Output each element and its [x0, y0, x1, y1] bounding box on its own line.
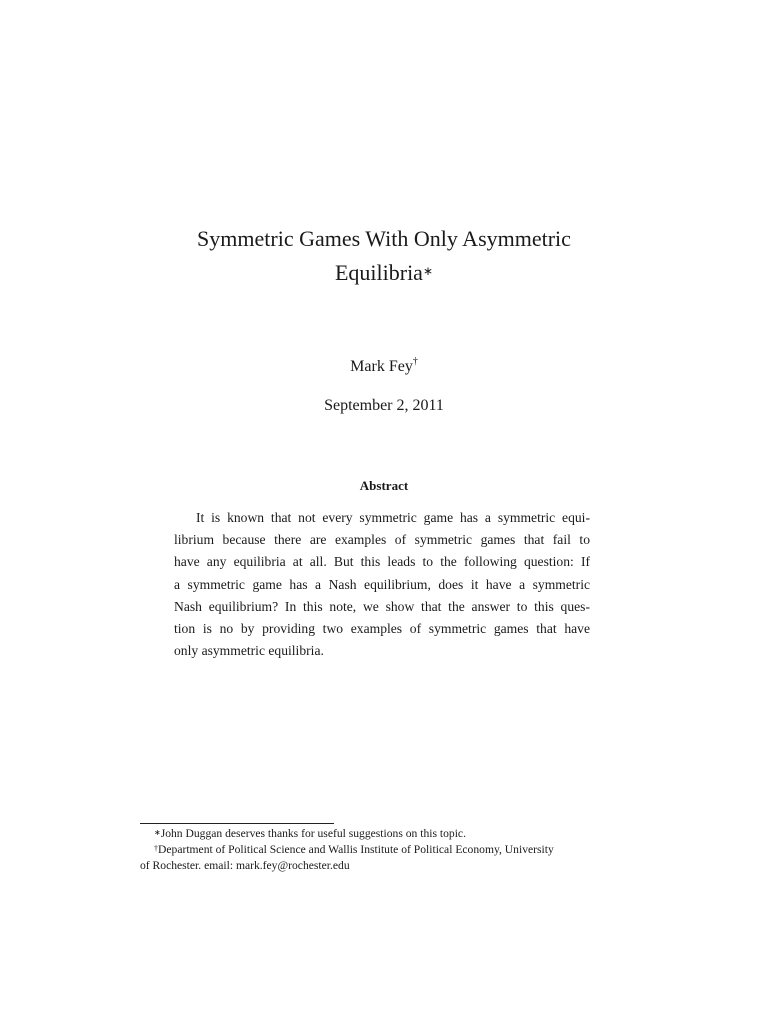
- footnote-2-mark: †: [154, 844, 158, 853]
- author-name: [0, 358, 768, 376]
- paper-date: September 2, 2011: [324, 397, 444, 414]
- abstract-line: a symmetric game has a Nash equilibrium, does it have a symmetric: [174, 576, 590, 592]
- abstract-line: Nash equilibrium? In this note, we show that the answer to this ques-: [174, 598, 590, 614]
- footnote-1-mark: ∗: [154, 828, 161, 837]
- author-footnote-mark: †: [412, 356, 418, 367]
- abstract-line: tion is no by providing two examples of symmetric games that have: [174, 621, 590, 637]
- footnote-2-continuation: of Rochester. email: mark.fey@rochester.edu: [140, 859, 350, 872]
- title-line-2: [0, 256, 768, 290]
- abstract-body: [174, 507, 590, 662]
- abstract-line: librium because there are examples of symmetric games that fail to: [174, 532, 590, 548]
- abstract-line: It is known that not every symmetric game has a symmetric equi-: [196, 510, 590, 525]
- abstract-line: only asymmetric equilibria.: [174, 643, 324, 659]
- footnote-1: [140, 826, 628, 842]
- title-line-1: Symmetric Games With Only Asymmetric: [197, 226, 571, 251]
- title-line-2-text: Equilibria: [334, 260, 423, 285]
- footnotes: [140, 826, 628, 874]
- footnote-divider: [140, 823, 334, 824]
- abstract-line: have any equilibria at all. But this leads to the following question: If: [174, 554, 590, 570]
- author-text: Mark Fey: [350, 358, 413, 375]
- abstract-heading: Abstract: [359, 478, 409, 493]
- paper-title: [0, 222, 768, 290]
- footnote-2-text: Department of Political Science and Wallis Institute of Political Economy, University: [158, 843, 554, 856]
- footnote-2: [140, 842, 628, 858]
- footnote-1-text: John Duggan deserves thanks for useful suggestions on this topic.: [160, 827, 466, 840]
- title-footnote-mark: ∗: [422, 264, 434, 278]
